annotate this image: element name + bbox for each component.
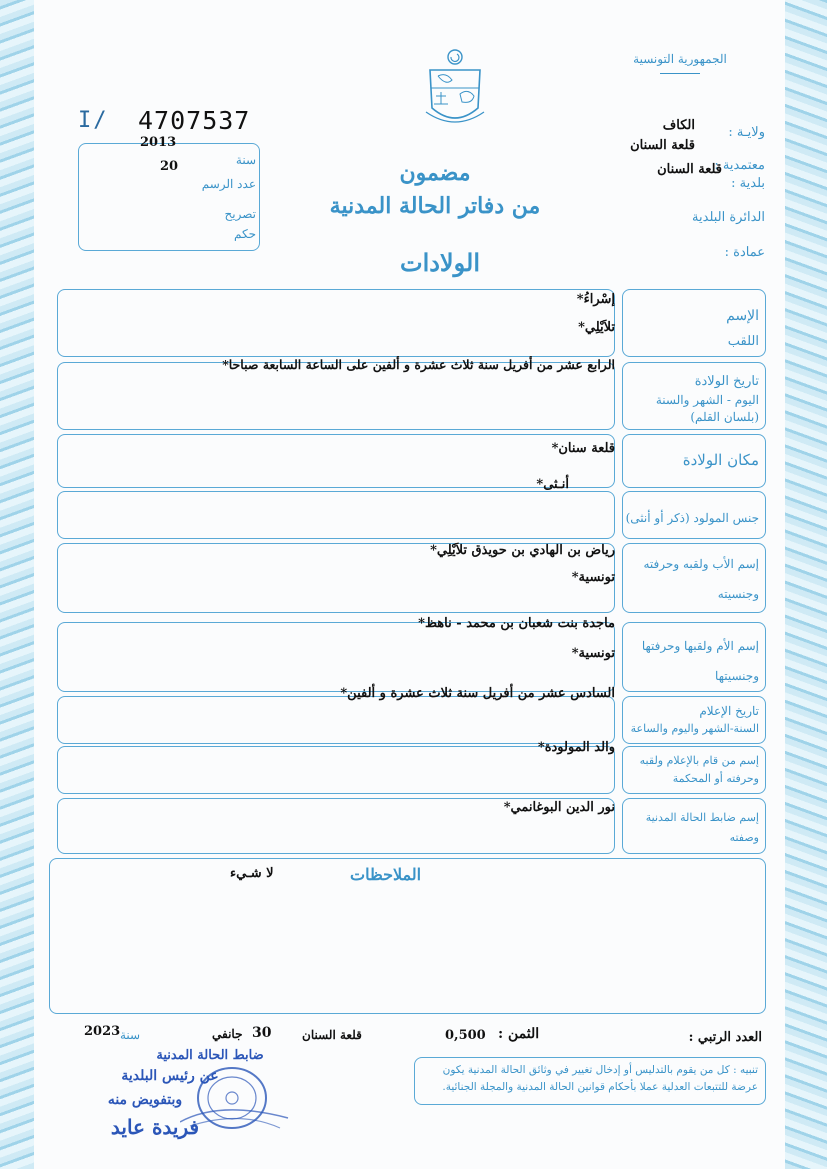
- registry-year-value: 2013: [140, 135, 177, 150]
- birthdate-value: الرابع عشر من أفريل سنة ثلاث عشرة و ألفين على الساعة السابعة صباحا*: [222, 357, 615, 372]
- footer-serial-label: العدد الرتبي :: [688, 1030, 762, 1045]
- republic-underline: [660, 73, 700, 74]
- row-name-label1: الإسم: [726, 308, 759, 324]
- footer-year-label: سنة: [120, 1028, 141, 1042]
- row-name-label2: اللقب: [727, 334, 759, 349]
- row-birthdate-value-box: [57, 362, 615, 430]
- row-birthdate-label3: (بلسان القلم): [690, 410, 759, 424]
- row-father-label-box: [622, 543, 766, 613]
- father-value: رياض بن الهادي بن حويذق تلاَيْلِي*: [430, 543, 615, 558]
- row-sex-label1: جنس المولود (ذكر أو أنثى): [625, 511, 759, 525]
- row-birthdate-label1: تاريخ الولادة: [694, 374, 759, 389]
- officer-line2: عن رئيس البلدية: [121, 1068, 219, 1084]
- official-stamp-icon: [180, 1060, 290, 1138]
- daira-label: الدائرة البلدية: [692, 210, 765, 225]
- imada-label: عمادة :: [724, 245, 765, 260]
- row-father-label1: إسم الأب ولقبه وحرفته: [643, 557, 759, 571]
- judgment-label: حكم: [233, 227, 256, 241]
- first-name-value: إسْراءُ*: [576, 292, 615, 307]
- footer-price-value: 0,500: [445, 1028, 486, 1043]
- footer-month: جانفي: [212, 1027, 243, 1041]
- row-mother-label1: إسم الأم ولقبها وحرفتها: [641, 639, 759, 653]
- row-birthplace-label1: مكان الولادة: [682, 451, 759, 469]
- father-nationality-value: تونسية*: [571, 570, 615, 585]
- last-name-value: تلاَيْلِي*: [578, 320, 615, 335]
- row-mother-value-box: [57, 622, 615, 692]
- footer-place: قلعة السنان: [302, 1028, 362, 1042]
- row-declaration-date-value-box: [57, 696, 615, 744]
- row-birthdate-label2: اليوم - الشهر والسنة: [655, 393, 759, 407]
- footer-day: 30: [252, 1025, 272, 1041]
- officer-line3: وبتفويض منه: [107, 1092, 183, 1108]
- row-birthplace-value-box: [57, 434, 615, 488]
- decorative-border-right: [785, 0, 827, 1169]
- mother-value: ماجدة بنت شعبان بن محمد - ناهظ*: [418, 616, 615, 631]
- mother-nationality-value: تونسية*: [571, 646, 615, 661]
- warning-text: تنبيه : كل من يقوم بالتدليس أو إدخال تغيير في وثائق الحالة المدنية يكون عرضة للتتبعات العدلية عملا بأحكام قوانين الحالة المدنية والمجلة الجنائية.: [442, 1064, 758, 1093]
- footer-year-value: 2023: [84, 1024, 121, 1039]
- row-declarant-label1: إسم من قام بالإعلام ولقبه: [639, 754, 759, 767]
- baladiya-value: قلعة السنان: [657, 162, 722, 177]
- serial-number: 4707537: [138, 106, 251, 135]
- row-mother-label2: وجنسيتها: [715, 669, 759, 683]
- row-name-value-box: [57, 289, 615, 357]
- notes-value: لا شـيء: [230, 866, 274, 881]
- row-declaration-date-label1: تاريخ الإعلام: [699, 704, 759, 718]
- section-title: الولادات: [399, 248, 480, 277]
- row-declarant-label2: وحرفته أو المحكمة: [672, 772, 759, 785]
- row-father-label2: وجنسيته: [717, 587, 759, 601]
- row-officer-label1: إسم ضابط الحالة المدنية: [645, 811, 759, 824]
- decorative-border-left: [0, 0, 34, 1169]
- officer-value: نور الدين البوغانمي*: [503, 800, 615, 815]
- tunisia-coat-of-arms-icon: [420, 48, 490, 130]
- row-sex-value-box: [57, 491, 615, 539]
- registry-number-value: 20: [160, 159, 179, 174]
- footer-price-label: الثمن :: [498, 1026, 540, 1042]
- title-line1: مضمون: [399, 160, 471, 186]
- row-declarant-value-box: [57, 746, 615, 794]
- republic-label: الجمهورية التونسية: [633, 52, 727, 66]
- motamadiya-label: معتمدية :: [714, 158, 765, 173]
- declarant-value: والد المولودة*: [537, 740, 615, 755]
- officer-signature-name: فريدة عايد: [110, 1115, 200, 1139]
- motamadiya-value: قلعة السنان: [630, 138, 695, 153]
- notes-label: الملاحظات: [350, 865, 422, 884]
- declaration-label: تصريح: [224, 207, 256, 221]
- declaration-date-value: السادس عشر من أفريل سنة ثلاث عشرة و ألفين*: [340, 686, 615, 701]
- serial-prefix: I/: [78, 108, 109, 133]
- row-officer-label2: وصفته: [729, 831, 759, 844]
- wilaya-value: الكاف: [662, 118, 695, 133]
- baladiya-label: بلدية :: [731, 176, 765, 191]
- title-line2: من دفاتر الحالة المدنية: [329, 193, 541, 219]
- officer-title: ضابط الحالة المدنية: [156, 1048, 264, 1063]
- registry-number-label: عدد الرسم: [201, 177, 256, 191]
- registry-year-label: سنة: [235, 153, 256, 167]
- sex-value: أنـثى*: [536, 477, 569, 492]
- birthplace-value: قلعة سنان*: [551, 441, 615, 456]
- row-declaration-date-label2: السنة-الشهر واليوم والساعة: [630, 722, 759, 735]
- wilaya-label: ولايـة :: [728, 125, 765, 140]
